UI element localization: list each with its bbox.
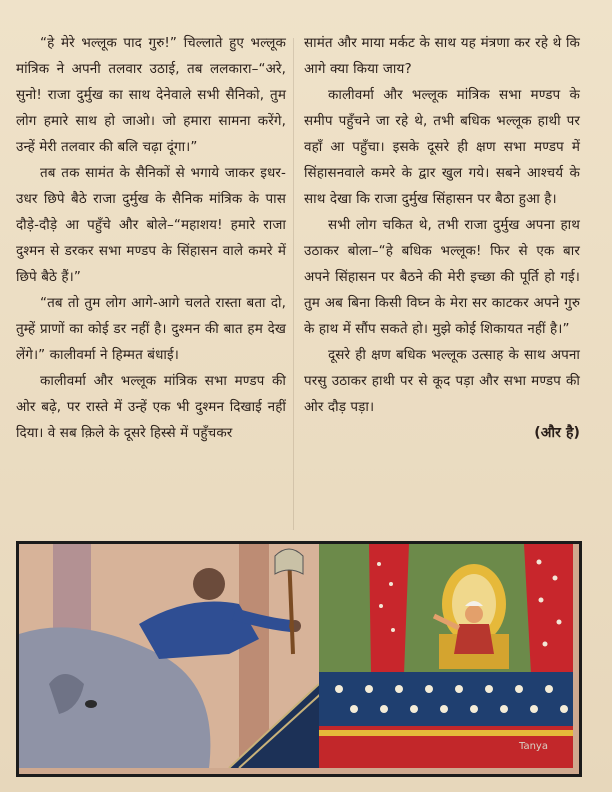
story-paragraph: दूसरे ही क्षण बधिक भल्लूक उत्साह के साथ अपना परसु उठाकर हाथी पर से कूद पड़ा और सभा मण्डप की ओर दौड़ पड़ा।: [304, 347, 580, 415]
story-paragraph: तब तक सामंत के सैनिकों से भगाये जाकर इधर-उधर छिपे बैठे राजा दुर्मुख के सैनिक मांत्रिक के पास दौड़े-दौड़े आ पहुँचे और बोले–“महाशय! हमारे राजा दुश्मन से डरकर सभा मण्डप के सिंहासन वाले कमरे में छिपे बैठे हैं।”: [16, 165, 286, 285]
right-curtain: [524, 544, 573, 674]
story-paragraph-continuation: सामंत और माया मर्कट के साथ यह मंत्रणा कर रहे थे कि आगे क्या किया जाय?: [304, 35, 580, 77]
story-paragraph: “हे मेरे भल्लूक पाद गुरु!” चिल्लाते हुए भल्लूक मांत्रिक ने अपनी तलवार उठाई, तब ललकारा–“अरे, सुनो! राजा दुर्मुख का साथ देनेवाले सभी सैनिको, तुम लोग हमारे साथ हो जाओ। जो हमारा सामना करेंगे, उन्हें मेरी तलवार की बलि चढ़ा दूंगा।”: [16, 35, 286, 155]
column-divider: [293, 38, 294, 530]
elephant-eye: [85, 700, 97, 708]
story-paragraph: कालीवर्मा और भल्लूक मांत्रिक सभा मण्डप की ओर बढ़े, पर रास्ते में उन्हें एक भी दुश्मन दिखाई नहीं दिया। वे सब क़िले के दूसरे हिस्से में पहुँचकर: [16, 373, 286, 441]
bear-head: [193, 568, 225, 600]
story-paragraph: सभी लोग चकित थे, तभी राजा दुर्मुख अपना हाथ उठाकर बोला–“हे बधिक भल्लूक! फिर से एक बार अपने सिंहासन पर बैठने की मेरी इच्छा की पूर्ति हो गई। तुम अब बिना किसी विघ्न के मेरा सर काटकर अपने गुरु के हाथ में सौंप सकते हो। मुझे कोई शिकायत नहीं है।”: [304, 217, 580, 337]
story-paragraph: कालीवर्मा और भल्लूक मांत्रिक सभा मण्डप के समीप पहुँचने जा रहे थे, तभी बधिक भल्लूक हाथी पर वहाँ आ पहुँचा। इसके दूसरे ही क्षण सभा मण्डप में सिंहासनवाले कमरे के द्वार खुल गये। सबने आश्चर्य के साथ देखा कि राजा दुर्मुख सिंहासन पर बैठा हुआ है।: [304, 87, 580, 207]
illustration-scene: [19, 544, 573, 768]
king-head: [465, 605, 483, 623]
carpet-gold-trim: [319, 730, 573, 736]
right-text-column: [304, 30, 580, 446]
left-text-column: [16, 30, 286, 446]
illustration-panel: [16, 541, 582, 777]
to-be-continued-label: (और है): [534, 425, 580, 441]
left-curtain: [369, 544, 409, 674]
story-paragraph: “तब तो तुम लोग आगे-आगे चलते रास्ता बता दो, तुम्हें प्राणों का कोई डर नहीं है। दुश्मन की बात हम देख लेंगे।” कालीवर्मा ने हिम्मत बंधाई।: [16, 295, 286, 363]
king-robe: [454, 624, 494, 654]
artist-signature: Tanya: [519, 741, 548, 752]
axe-blade: [275, 549, 303, 574]
